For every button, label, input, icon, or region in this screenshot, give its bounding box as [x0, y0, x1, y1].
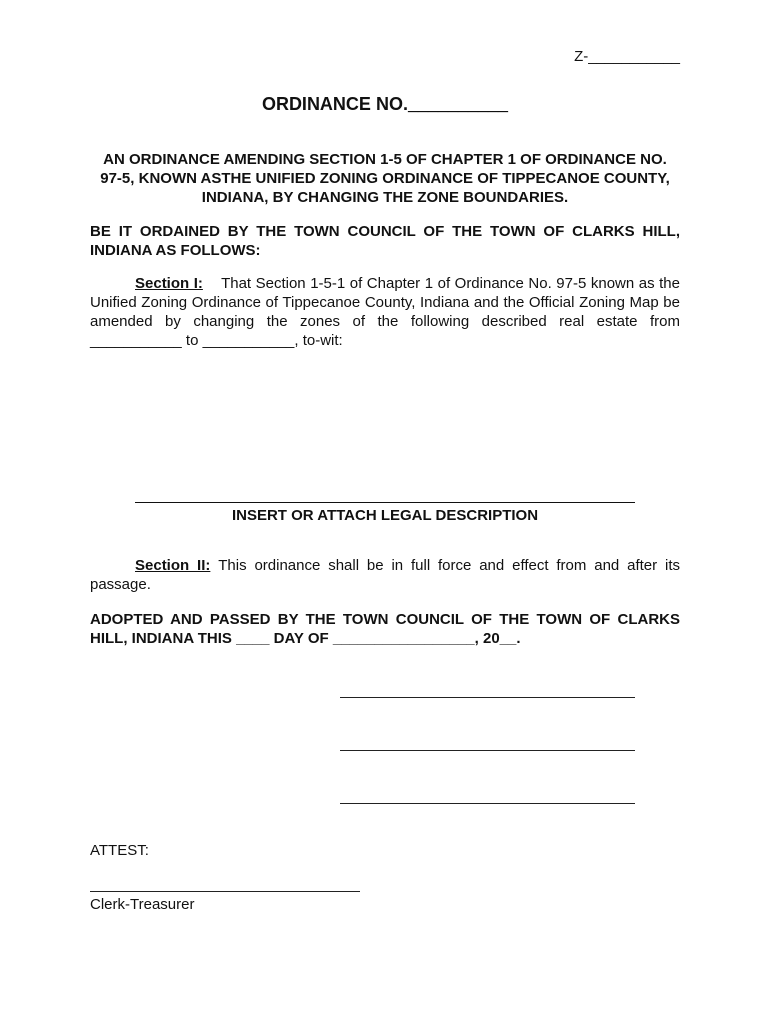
section-one [90, 274, 680, 350]
z-number: Z-___________ [574, 48, 680, 65]
title-number-blank: __________ [407, 94, 509, 114]
ordinance-title [0, 94, 770, 115]
title-text: ORDINANCE NO. [261, 94, 408, 114]
ordained-statement: BE IT ORDAINED BY THE TOWN COUNCIL OF THE TOWN OF CLARKS HILL, INDIANA AS FOLLOWS: [90, 223, 680, 259]
section-two [90, 556, 680, 594]
section-one-text: That Section 1-5-1 of Chapter 1 of Ordinance No. 97-5 known as the Unified Zoning Ordinance of Tippecanoe County, Indiana and the Official Zoning Map be amended by changing the zones of the following described real estate from ___________ to ___________, to-wit: [90, 275, 680, 349]
section-two-text: This ordinance shall be in full force and effect from and after its passage. [90, 557, 680, 593]
signature-line-1 [340, 697, 635, 698]
section-one-label: Section I: [135, 275, 203, 292]
clerk-treasurer-label: Clerk-Treasurer [90, 896, 195, 913]
clerk-signature-line [90, 891, 360, 892]
section-two-label: Section II: [135, 557, 211, 574]
legal-description-label: INSERT OR ATTACH LEGAL DESCRIPTION [231, 507, 539, 524]
signature-line-2 [340, 750, 635, 751]
signature-line-3 [340, 803, 635, 804]
ordinance-heading: AN ORDINANCE AMENDING SECTION 1-5 OF CHAPTER 1 OF ORDINANCE NO. 97-5, KNOWN ASTHE UNIFIED ZONING ORDINANCE OF TIPPECANOE COUNTY, INDIANA, BY CHANGING THE ZONE BOUNDARIES. [100, 151, 670, 206]
attest-label: ATTEST: [90, 842, 149, 859]
adopted-statement: ADOPTED AND PASSED BY THE TOWN COUNCIL OF THE TOWN OF CLARKS HILL, INDIANA THIS ____ DAY OF _________________, 20__. [90, 611, 680, 647]
legal-description-line [135, 502, 635, 503]
